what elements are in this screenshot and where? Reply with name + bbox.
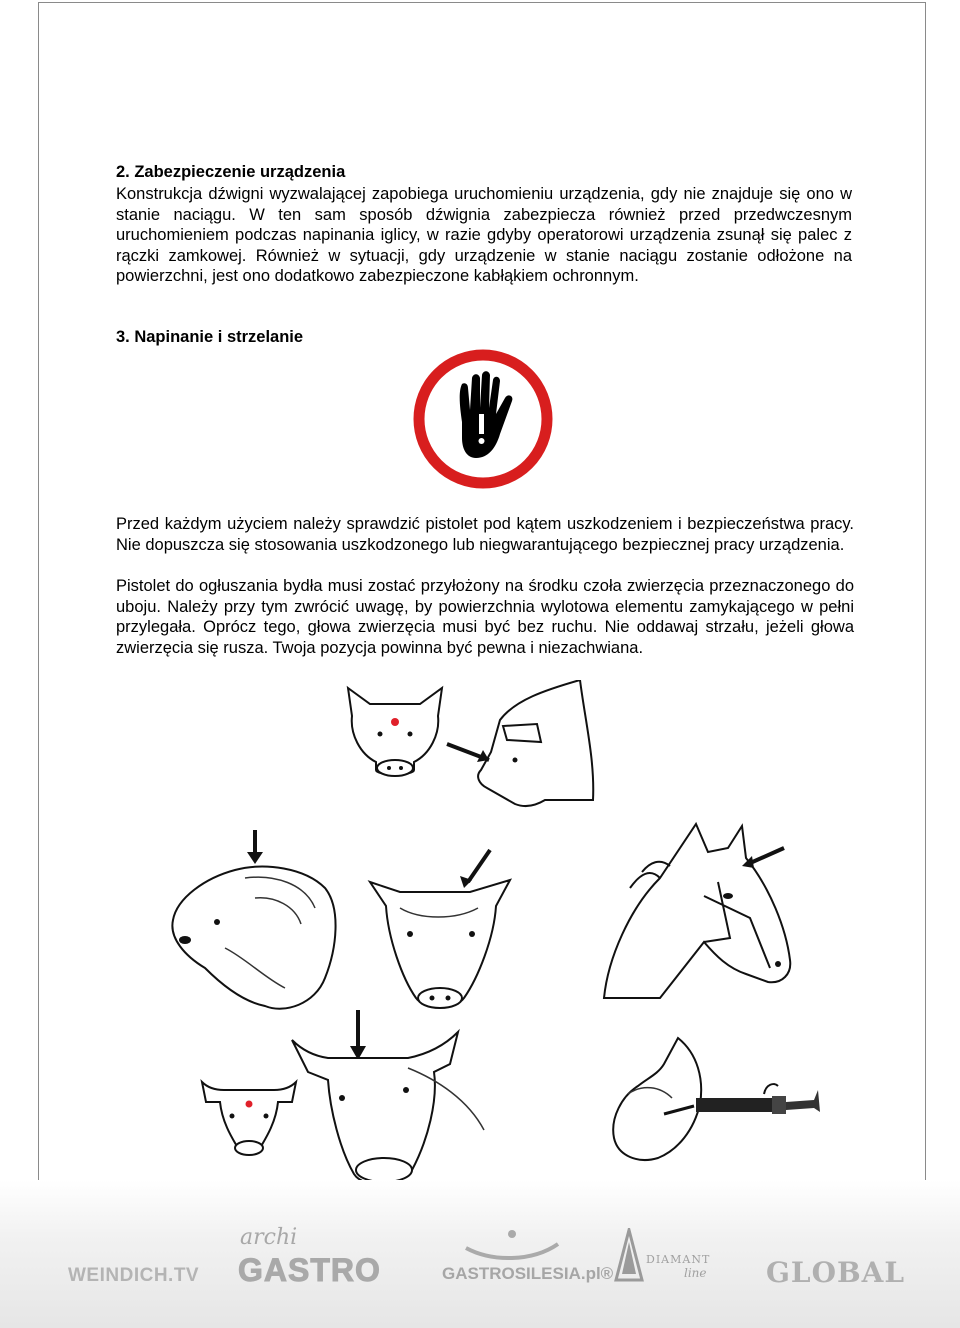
pig-side-icon bbox=[445, 680, 600, 815]
sheep-icon bbox=[165, 828, 345, 1018]
gastrosilesia-logo: GASTROSILESIA.pl® bbox=[442, 1264, 614, 1283]
section-2-heading: 2. Zabezpieczenie urządzenia bbox=[116, 163, 346, 181]
weindich-logo: WEINDICH.TV bbox=[68, 1265, 200, 1286]
inspection-paragraph: Przed każdym użyciem należy sprawdzić pistolet pod kątem uszkodzeniem i bezpieczeństwa pracy. Nie dopuszcza się stosowania uszkodzonego lub niegwarantującego bezpiecznej pracy urządzenia. bbox=[116, 515, 854, 554]
stunner-pistol-icon bbox=[608, 1034, 824, 1166]
calf-icon bbox=[360, 848, 520, 1018]
pig-front-icon bbox=[340, 684, 450, 780]
global-logo: GLOBAL bbox=[766, 1256, 906, 1289]
bull-icon bbox=[288, 1010, 488, 1190]
diamant-line-mark-icon bbox=[614, 1228, 644, 1284]
diamant-line-logo: DIAMANT bbox=[646, 1253, 711, 1266]
stop-hand-icon bbox=[410, 348, 556, 490]
cow-small-icon bbox=[198, 1072, 300, 1158]
section-2-body: Konstrukcja dźwigni wyzwalającej zapobiega uruchomieniu urządzenia, gdy nie znajduje się ono w stanie naciągu. W ten sam sposób dźwignia zabezpiecza również przed przedwczesnym uruchomieniem podczas napinania iglicy, w razie gdyby operatorowi urządzenia zsunął się palec z rączki zamkowej. Również w sytuacji, gdy urządzenie w stanie naciągu zostanie odłożone na powierzchni, jest ono dodatkowo zabezpieczone kabłąkiem ochronnym. bbox=[116, 185, 852, 285]
archi-gastro-logo-script: archi bbox=[240, 1225, 298, 1250]
positioning-paragraph: Pistolet do ogłuszania bydła musi zostać przyłożony na środku czoła zwierzęcia przeznaczonego do uboju. Należy przy tym zwrócić uwagę, by powierzchnia wylotowa elementu zamykającego w pełni przylegała. Oprócz tego, głowa zwierzęcia musi być bez ruchu. Nie oddawaj strzału, jeżeli głowa zwierzęcia się rusza. Twoja pozycja powinna być pewna i niezachwiana. bbox=[116, 577, 854, 657]
archi-gastro-logo: GASTRO bbox=[238, 1252, 381, 1288]
diamant-line-logo-script: line bbox=[684, 1266, 707, 1280]
gastrosilesia-swoosh-icon bbox=[462, 1226, 562, 1262]
horse-icon bbox=[600, 818, 800, 1000]
section-3-heading: 3. Napinanie i strzelanie bbox=[116, 328, 304, 346]
